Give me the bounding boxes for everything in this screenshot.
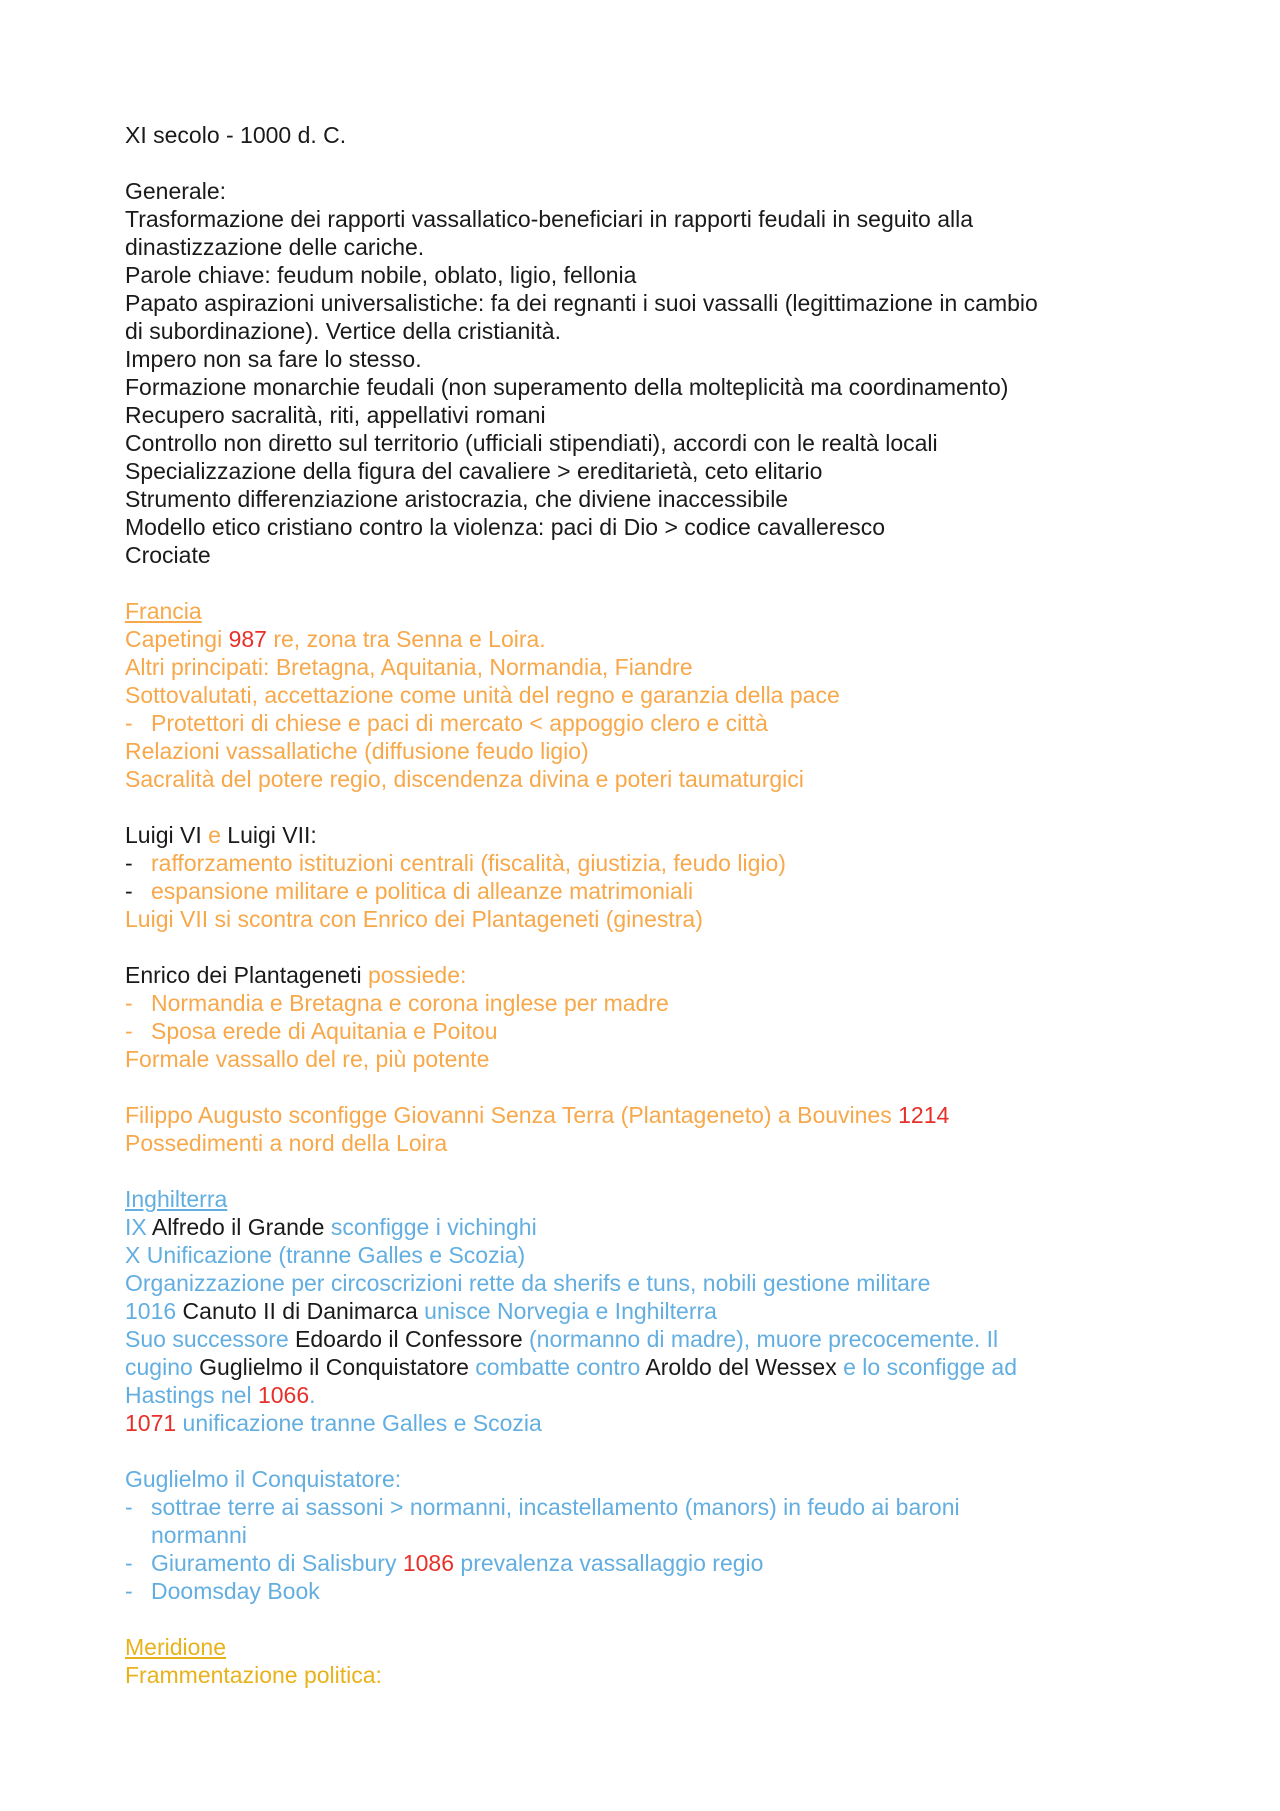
text-line: Altri principati: Bretagna, Aquitania, Normandia, Fiandre <box>125 654 693 680</box>
year-highlight: 1214 <box>898 1102 950 1128</box>
text-line: Specializzazione della figura del cavaliere > ereditarietà, ceto elitario <box>125 458 823 484</box>
text-line: Formazione monarchie feudali (non superamento della molteplicità ma coordinamento) <box>125 374 1009 400</box>
dash-bullet: - <box>125 878 133 904</box>
dash-bullet: - <box>125 1018 133 1044</box>
text-line: Parole chiave: feudum nobile, oblato, ligio, fellonia <box>125 262 637 288</box>
list-item: - Giuramento di Salisbury 1086 prevalenza vassallaggio regio <box>125 1550 764 1576</box>
text-line: Crociate <box>125 542 211 568</box>
dash-bullet: - <box>125 990 133 1016</box>
text-line: cugino Guglielmo il Conquistatore combatte contro Aroldo del Wessex e lo sconfigge ad <box>125 1354 1017 1380</box>
list-item: - Normandia e Bretagna e corona inglese per madre <box>125 990 669 1016</box>
text-line: Suo successore Edoardo il Confessore (normanno di madre), muore precocemente. Il <box>125 1326 999 1352</box>
year-highlight: 987 <box>228 626 267 652</box>
text-line: Impero non sa fare lo stesso. <box>125 346 422 372</box>
year-highlight: 1071 <box>125 1410 177 1436</box>
subsection-title-luigi: Luigi VI e Luigi VII: <box>125 822 317 848</box>
text-line: Hastings nel 1066. <box>125 1382 316 1408</box>
text-line: Recupero sacralità, riti, appellativi romani <box>125 402 546 428</box>
text-line: Trasformazione dei rapporti vassallatico-beneficiari in rapporti feudali in seguito alla <box>125 206 974 232</box>
section-title-meridione: Meridione <box>125 1634 226 1660</box>
list-item: - Protettori di chiese e paci di mercato < appoggio clero e città <box>125 710 768 736</box>
section-guglielmo <box>125 1465 1180 1605</box>
list-item: - espansione militare e politica di alleanze matrimoniali <box>125 878 694 904</box>
text-line: Filippo Augusto sconfigge Giovanni Senza Terra (Plantageneto) a Bouvines 1214 <box>125 1102 950 1128</box>
section-title-generale: Generale: <box>125 178 227 204</box>
section-filippo <box>125 1101 1180 1157</box>
year-highlight: 1086 <box>402 1550 455 1576</box>
subsection-title-guglielmo: Guglielmo il Conquistatore: <box>125 1466 402 1492</box>
section-title-inghilterra: Inghilterra <box>125 1186 228 1212</box>
list-item-continuation: normanni <box>151 1522 247 1548</box>
text-line: Papato aspirazioni universalistiche: fa dei regnanti i suoi vassalli (legittimazione in cambio <box>125 290 1038 316</box>
dash-bullet: - <box>125 850 133 876</box>
text-line: Possedimenti a nord della Loira <box>125 1130 448 1156</box>
section-inghilterra <box>125 1185 1180 1437</box>
text-line: Strumento differenziazione aristocrazia, che diviene inaccessibile <box>125 486 789 512</box>
list-item: - Sposa erede di Aquitania e Poitou <box>125 1018 498 1044</box>
list-item: - rafforzamento istituzioni centrali (fiscalità, giustizia, feudo ligio) <box>125 850 786 876</box>
section-generale <box>125 177 1180 569</box>
text-line: Organizzazione per circoscrizioni rette da sherifs e tuns, nobili gestione militare <box>125 1270 931 1296</box>
text-line: Capetingi 987 re, zona tra Senna e Loira. <box>125 626 546 652</box>
list-item: - sottrae terre ai sassoni > normanni, incastellamento (manors) in feudo ai baroni <box>125 1494 960 1520</box>
text-line: dinastizzazione delle cariche. <box>125 234 425 260</box>
year-highlight: 1066 <box>257 1382 310 1408</box>
section-francia <box>125 597 1180 793</box>
text-line: di subordinazione). Vertice della cristianità. <box>125 318 561 344</box>
section-title-francia: Francia <box>125 598 202 624</box>
dash-bullet: - <box>125 1494 133 1520</box>
text-line: Frammentazione politica: <box>125 1662 382 1688</box>
text-line: Formale vassallo del re, più potente <box>125 1046 490 1072</box>
text-line: Relazioni vassallatiche (diffusione feudo ligio) <box>125 738 589 764</box>
dash-bullet: - <box>125 1578 133 1604</box>
text-line: 1071 unificazione tranne Galles e Scozia <box>125 1410 542 1436</box>
section-meridione <box>125 1633 1180 1689</box>
text-line: IX Alfredo il Grande sconfigge i vichinghi <box>125 1214 537 1240</box>
text-line: X Unificazione (tranne Galles e Scozia) <box>125 1242 526 1268</box>
text-line: Sottovalutati, accettazione come unità del regno e garanzia della pace <box>125 682 840 708</box>
section-luigi <box>125 821 1180 933</box>
text-line: Modello etico cristiano contro la violenza: paci di Dio > codice cavalleresco <box>125 514 886 540</box>
subsection-title-enrico: Enrico dei Plantageneti possiede: <box>125 962 467 988</box>
text-line: Luigi VII si scontra con Enrico dei Plantageneti (ginestra) <box>125 906 703 932</box>
section-enrico <box>125 961 1180 1073</box>
text-line: Sacralità del potere regio, discendenza divina e poteri taumaturgici <box>125 766 804 792</box>
text-line: Controllo non diretto sul territorio (ufficiali stipendiati), accordi con le realtà locali <box>125 430 938 456</box>
list-item: - Doomsday Book <box>125 1578 320 1604</box>
text-line: 1016 Canuto II di Danimarca unisce Norvegia e Inghilterra <box>125 1298 717 1324</box>
page-heading: XI secolo - 1000 d. C. <box>125 122 347 148</box>
dash-bullet: - <box>125 1550 133 1576</box>
dash-bullet: - <box>125 710 133 736</box>
